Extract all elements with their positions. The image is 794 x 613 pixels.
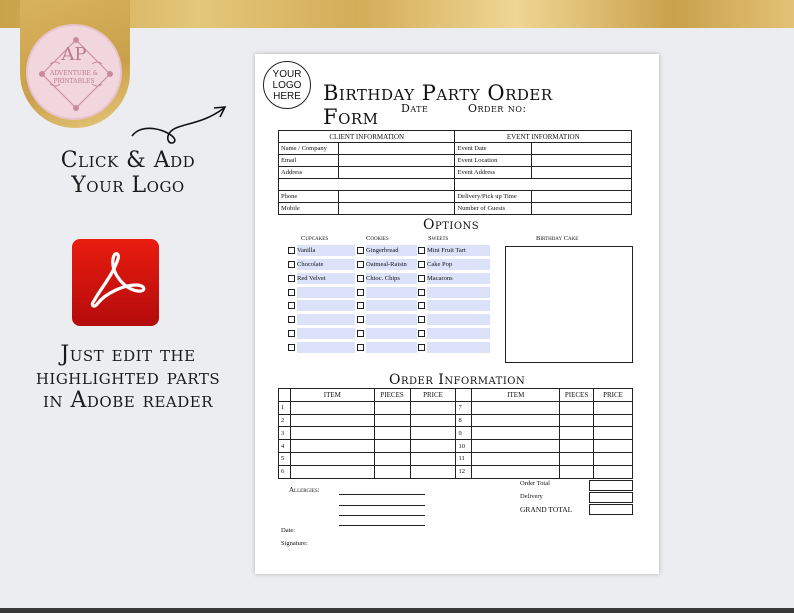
event-field-label xyxy=(455,179,632,191)
brand-initials: AP xyxy=(61,44,87,65)
info-row xyxy=(279,203,632,215)
order-pieces-cell[interactable] xyxy=(560,440,594,453)
order-row-number: 9 xyxy=(456,427,472,440)
order-item-cell[interactable] xyxy=(290,452,374,465)
logo-placeholder[interactable] xyxy=(263,61,311,109)
event-field-label: Number of Guests xyxy=(455,203,532,215)
order-total-label: Order Total xyxy=(520,480,550,487)
client-field-label xyxy=(279,179,455,191)
click-add-logo-text xyxy=(30,148,226,198)
client-field-value[interactable] xyxy=(338,155,455,167)
checkbox[interactable] xyxy=(357,302,364,309)
client-info-header: CLIENT INFORMATION xyxy=(279,131,455,143)
order-pieces-cell[interactable] xyxy=(374,401,410,414)
event-field-label: Event Location xyxy=(455,155,532,167)
logo-line-2: LOGO xyxy=(272,80,302,91)
cupcakes-option-row xyxy=(288,272,355,286)
cupcakes-option-field[interactable] xyxy=(297,342,355,353)
order-total-field[interactable] xyxy=(589,480,633,491)
client-event-table xyxy=(278,130,632,215)
order-price-cell[interactable] xyxy=(594,401,633,414)
checkbox[interactable] xyxy=(288,302,295,309)
client-field-label: Mobile xyxy=(279,203,339,215)
cupcakes-option-field[interactable] xyxy=(297,314,355,325)
grand-total-field[interactable] xyxy=(589,504,633,515)
order-row xyxy=(279,452,633,465)
sweets-list xyxy=(418,244,490,354)
order-pieces-cell[interactable] xyxy=(374,452,410,465)
sweets-option-row xyxy=(418,313,490,327)
allergies-line-3[interactable] xyxy=(339,515,425,516)
info-row xyxy=(279,179,632,191)
cupcakes-option-row xyxy=(288,285,355,299)
order-item-cell[interactable] xyxy=(472,401,560,414)
checkbox[interactable] xyxy=(288,247,295,254)
order-col-item-left: ITEM xyxy=(290,389,374,402)
cookies-option-row xyxy=(357,258,417,272)
cupcakes-option-row xyxy=(288,313,355,327)
delivery-field[interactable] xyxy=(589,492,633,503)
sweets-header: Sweets xyxy=(428,235,449,242)
adobe-acrobat-reader-icon xyxy=(72,239,159,326)
checkbox[interactable] xyxy=(418,261,425,268)
order-row-number: 3 xyxy=(279,427,291,440)
client-field-value[interactable] xyxy=(338,167,455,179)
cupcakes-option-label: Red Velvet xyxy=(297,274,326,282)
cookies-option-field[interactable] xyxy=(366,300,417,311)
order-pieces-cell[interactable] xyxy=(560,452,594,465)
order-col-price-left: PRICE xyxy=(410,389,456,402)
cupcakes-option-row xyxy=(288,327,355,341)
cupcakes-list xyxy=(288,244,355,354)
checkbox[interactable] xyxy=(288,344,295,351)
checkbox[interactable] xyxy=(288,275,295,282)
order-info-title: Order Information xyxy=(389,372,526,388)
cookies-option-row xyxy=(357,327,417,341)
checkbox[interactable] xyxy=(418,275,425,282)
info-row xyxy=(279,167,632,179)
info-row xyxy=(279,191,632,203)
order-price-cell[interactable] xyxy=(594,440,633,453)
order-col-blank-left xyxy=(279,389,291,402)
cookies-option-row xyxy=(357,285,417,299)
allergies-line-2[interactable] xyxy=(339,505,425,506)
cookies-header: Cookies xyxy=(366,235,389,242)
cupcakes-option-label: Vanilla xyxy=(297,247,316,255)
order-form-sheet xyxy=(255,54,659,574)
sweets-option-row xyxy=(418,258,490,272)
logo-line-3: HERE xyxy=(273,91,301,102)
order-row-number: 6 xyxy=(279,465,291,478)
cookies-option-row xyxy=(357,272,417,286)
checkbox[interactable] xyxy=(357,289,364,296)
delivery-label: Delivery xyxy=(520,493,543,500)
cookies-option-field[interactable] xyxy=(366,328,417,339)
cupcakes-option-field[interactable] xyxy=(297,300,355,311)
event-field-value[interactable] xyxy=(532,167,632,179)
edit-line-1: Just edit the xyxy=(60,342,196,367)
order-item-cell[interactable] xyxy=(472,452,560,465)
order-row-number: 1 xyxy=(279,401,291,414)
options-title: Options xyxy=(423,217,480,233)
order-item-cell[interactable] xyxy=(472,465,560,478)
event-field-value[interactable] xyxy=(532,191,632,203)
order-col-item-right: ITEM xyxy=(472,389,560,402)
sweets-option-field[interactable] xyxy=(427,342,490,353)
date-label: Date xyxy=(401,102,429,115)
edit-line-2: highlighted parts xyxy=(35,365,221,390)
order-item-cell[interactable] xyxy=(290,427,374,440)
checkbox[interactable] xyxy=(288,261,295,268)
cupcakes-option-field[interactable] xyxy=(297,245,355,256)
order-row-number: 7 xyxy=(456,401,472,414)
checkbox[interactable] xyxy=(357,275,364,282)
brand-name: ADVENTURE & PRINTABLES xyxy=(49,70,99,85)
order-pieces-cell[interactable] xyxy=(374,427,410,440)
order-row-number: 8 xyxy=(456,414,472,427)
curly-arrow-icon xyxy=(128,100,232,146)
cookies-option-field[interactable] xyxy=(366,273,417,284)
checkbox[interactable] xyxy=(288,289,295,296)
sweets-option-field[interactable] xyxy=(427,300,490,311)
client-field-label: Email xyxy=(279,155,339,167)
order-col-pieces-left: PIECES xyxy=(374,389,410,402)
order-price-cell[interactable] xyxy=(410,440,456,453)
checkbox[interactable] xyxy=(357,330,364,337)
grand-total-label: GRAND TOTAL xyxy=(520,505,573,514)
cookies-option-label: Oatmeal-Raisin xyxy=(366,261,407,269)
cookies-option-label: Gingerbread xyxy=(366,247,399,255)
cupcakes-option-row xyxy=(288,244,355,258)
allergies-line-4[interactable] xyxy=(339,525,425,526)
order-row xyxy=(279,401,633,414)
order-item-cell[interactable] xyxy=(290,465,374,478)
order-row xyxy=(279,414,633,427)
sweets-option-row xyxy=(418,299,490,313)
event-field-value[interactable] xyxy=(532,143,632,155)
sweets-option-row xyxy=(418,327,490,341)
order-items-table xyxy=(278,388,633,479)
info-row xyxy=(279,143,632,155)
event-info-header: EVENT INFORMATION xyxy=(455,131,632,143)
order-price-cell[interactable] xyxy=(410,401,456,414)
order-price-cell[interactable] xyxy=(410,427,456,440)
sweets-option-row xyxy=(418,272,490,286)
checkbox[interactable] xyxy=(288,316,295,323)
event-field-label: Event Address xyxy=(455,167,532,179)
sweets-option-label: Macarons xyxy=(427,274,453,282)
sweets-option-row xyxy=(418,244,490,258)
order-price-cell[interactable] xyxy=(410,465,456,478)
sweets-option-field[interactable] xyxy=(427,245,490,256)
cupcakes-option-field[interactable] xyxy=(297,273,355,284)
order-row xyxy=(279,427,633,440)
sweets-option-label: Mini Fruit Tart xyxy=(427,247,466,255)
cookies-option-row xyxy=(357,340,417,354)
signature-label: Signature: xyxy=(281,540,308,547)
cupcakes-option-row xyxy=(288,258,355,272)
form-title: Birthday Party Order Form xyxy=(323,81,553,129)
date-footer-label: Date: xyxy=(281,527,296,534)
order-pieces-cell[interactable] xyxy=(560,427,594,440)
event-field-value[interactable] xyxy=(532,203,632,215)
cupcakes-option-field[interactable] xyxy=(297,259,355,270)
cookies-option-label: Chioc. Chips xyxy=(366,274,400,282)
order-item-cell[interactable] xyxy=(290,401,374,414)
client-field-value[interactable] xyxy=(338,143,455,155)
order-item-cell[interactable] xyxy=(472,414,560,427)
cupcakes-option-field[interactable] xyxy=(297,328,355,339)
allergies-label: Allergies: xyxy=(289,486,320,494)
order-col-pieces-right: PIECES xyxy=(560,389,594,402)
order-price-cell[interactable] xyxy=(410,414,456,427)
cookies-option-field[interactable] xyxy=(366,259,417,270)
cookies-option-field[interactable] xyxy=(366,287,417,298)
cookies-option-field[interactable] xyxy=(366,314,417,325)
cookies-option-row xyxy=(357,313,417,327)
event-field-value[interactable] xyxy=(532,155,632,167)
sweets-option-field[interactable] xyxy=(427,287,490,298)
sweets-option-label: Cake Pop xyxy=(427,261,453,269)
sweets-option-row xyxy=(418,340,490,354)
promo-line-1: Click & Add xyxy=(60,148,196,173)
cupcakes-option-row xyxy=(288,340,355,354)
client-field-value[interactable] xyxy=(338,203,455,215)
sweets-option-field[interactable] xyxy=(427,273,490,284)
order-pieces-cell[interactable] xyxy=(560,401,594,414)
cupcakes-header: Cupcakes xyxy=(301,235,329,242)
checkbox[interactable] xyxy=(418,302,425,309)
client-field-value[interactable] xyxy=(338,191,455,203)
order-item-cell[interactable] xyxy=(472,427,560,440)
cookies-option-row xyxy=(357,299,417,313)
order-row xyxy=(279,465,633,478)
sweets-option-field[interactable] xyxy=(427,328,490,339)
order-pieces-cell[interactable] xyxy=(374,414,410,427)
event-field-label: Delivery/Pick up Time xyxy=(455,191,532,203)
cupcakes-option-field[interactable] xyxy=(297,287,355,298)
checkbox[interactable] xyxy=(357,247,364,254)
acrobat-swirl-icon xyxy=(72,239,159,326)
allergies-line-1[interactable] xyxy=(339,494,425,495)
checkbox[interactable] xyxy=(418,316,425,323)
edit-line-3: in Adobe reader xyxy=(42,388,214,413)
logo-line-1: YOUR xyxy=(272,69,302,80)
cookies-option-row xyxy=(357,244,417,258)
order-price-cell[interactable] xyxy=(594,452,633,465)
sweets-option-field[interactable] xyxy=(427,259,490,270)
order-price-cell[interactable] xyxy=(594,465,633,478)
order-row-number: 11 xyxy=(456,452,472,465)
checkbox[interactable] xyxy=(418,247,425,254)
checkbox[interactable] xyxy=(357,344,364,351)
order-price-cell[interactable] xyxy=(410,452,456,465)
cupcakes-option-row xyxy=(288,299,355,313)
order-row xyxy=(279,440,633,453)
order-price-cell[interactable] xyxy=(594,414,633,427)
order-row-number: 2 xyxy=(279,414,291,427)
order-pieces-cell[interactable] xyxy=(560,414,594,427)
brand-badge xyxy=(26,24,122,120)
cookies-option-field[interactable] xyxy=(366,342,417,353)
checkbox[interactable] xyxy=(418,289,425,296)
event-field-label: Event Date xyxy=(455,143,532,155)
sweets-option-field[interactable] xyxy=(427,314,490,325)
order-price-cell[interactable] xyxy=(594,427,633,440)
checkbox[interactable] xyxy=(357,316,364,323)
birthday-cake-label: Birthday Cake xyxy=(536,235,579,242)
promo-line-2: Your Logo xyxy=(71,173,185,198)
bottom-divider xyxy=(0,608,794,613)
client-field-label: Name / Company xyxy=(279,143,339,155)
birthday-cake-box[interactable] xyxy=(505,246,633,363)
order-item-cell[interactable] xyxy=(472,440,560,453)
order-pieces-cell[interactable] xyxy=(374,465,410,478)
cookies-option-field[interactable] xyxy=(366,245,417,256)
order-row-number: 10 xyxy=(456,440,472,453)
order-item-cell[interactable] xyxy=(290,414,374,427)
order-row-number: 12 xyxy=(456,465,472,478)
checkbox[interactable] xyxy=(418,330,425,337)
client-field-label: Phone xyxy=(279,191,339,203)
checkbox[interactable] xyxy=(418,344,425,351)
order-row-number: 5 xyxy=(279,452,291,465)
sweets-option-row xyxy=(418,285,490,299)
order-number-label: Order no: xyxy=(468,102,527,115)
order-pieces-cell[interactable] xyxy=(374,440,410,453)
order-row-number: 4 xyxy=(279,440,291,453)
cupcakes-option-label: Chocolate xyxy=(297,261,324,269)
client-field-label: Address xyxy=(279,167,339,179)
edit-instructions-text xyxy=(30,343,226,412)
order-col-price-right: PRICE xyxy=(594,389,633,402)
info-row xyxy=(279,155,632,167)
cookies-list xyxy=(357,244,417,354)
order-item-cell[interactable] xyxy=(290,440,374,453)
checkbox[interactable] xyxy=(288,330,295,337)
checkbox[interactable] xyxy=(357,261,364,268)
order-pieces-cell[interactable] xyxy=(560,465,594,478)
order-col-blank-right xyxy=(456,389,472,402)
